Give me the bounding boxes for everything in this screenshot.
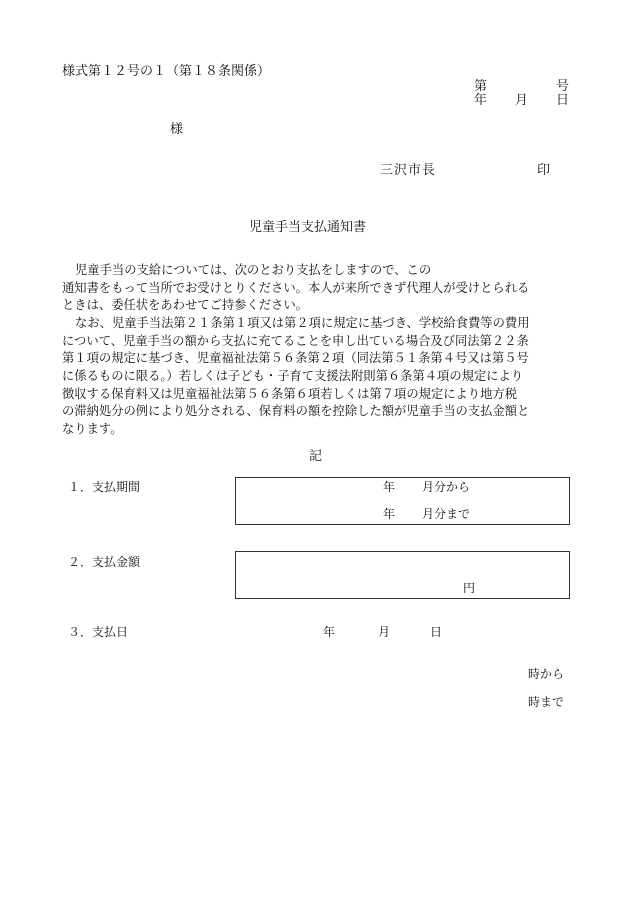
period-to-month: 月分まで: [422, 507, 471, 521]
period-to-year: 年: [383, 507, 396, 521]
body-line-6: 第１項の規定に基づき、児童福祉法第５６条第２項（同法第５１条第４号又は第５号: [62, 351, 529, 365]
payment-period-box: [235, 477, 570, 525]
payment-date-day: 日: [430, 625, 443, 639]
seal-mark: 印: [537, 163, 551, 178]
body-line-2: 通知書をもって当所でお受けとりください。本人が来所できず代理人が受けとられる: [62, 281, 530, 295]
body-line-4: なお、児童手当法第２１条第１項又は第２項に規定に基づき、学校給食費等の費用: [75, 316, 530, 330]
payment-date-year: 年: [323, 625, 336, 639]
payment-time-to: 時まで: [528, 695, 565, 709]
notice-number-prefix: 第: [474, 79, 488, 94]
issue-date-day: 日: [556, 93, 570, 108]
body-line-10: なります。: [62, 422, 123, 436]
issuer-name: 三沢市長: [380, 163, 437, 178]
period-from-year: 年: [383, 480, 396, 494]
amount-unit: 円: [463, 581, 476, 595]
issue-date-year: 年: [474, 93, 488, 108]
body-line-1: 児童手当の支給については、次のとおり支払をしますので、この: [75, 263, 432, 277]
payment-amount-box: [235, 551, 570, 599]
form-number: 様式第１２号の１（第１８条関係）: [62, 64, 271, 79]
document-title: 児童手当支払通知書: [249, 220, 367, 235]
payment-amount-label: ２．支払金額: [68, 555, 141, 569]
payment-time-from: 時から: [528, 667, 565, 681]
body-line-8: 徴収する保育料又は児童福祉法第５６条第６項若しくは第７項の規定により地方税: [62, 387, 517, 401]
notice-number-suffix: 号: [556, 79, 570, 94]
ki-marker: 記: [309, 449, 323, 464]
body-line-7: に係るものに限る。）若しくは子ども・子育て支援法附則第６条第４項の規定により: [62, 369, 524, 383]
recipient-honorific: 様: [170, 122, 184, 137]
body-line-5: について、児童手当の額から支払に充てることを申し出ている場合及び同法第２２条: [62, 334, 529, 348]
issue-date-month: 月: [515, 93, 529, 108]
payment-date-month: 月: [378, 625, 391, 639]
body-line-3: ときは、委任状をあわせてご持参ください。: [62, 298, 308, 312]
payment-date-label: ３．支払日: [68, 625, 129, 639]
payment-period-label: １．支払期間: [68, 480, 141, 494]
period-from-month: 月分から: [422, 480, 471, 494]
body-line-9: の滞納処分の例により処分される、保育料の額を控除した額が児童手当の支払金額と: [62, 404, 530, 418]
